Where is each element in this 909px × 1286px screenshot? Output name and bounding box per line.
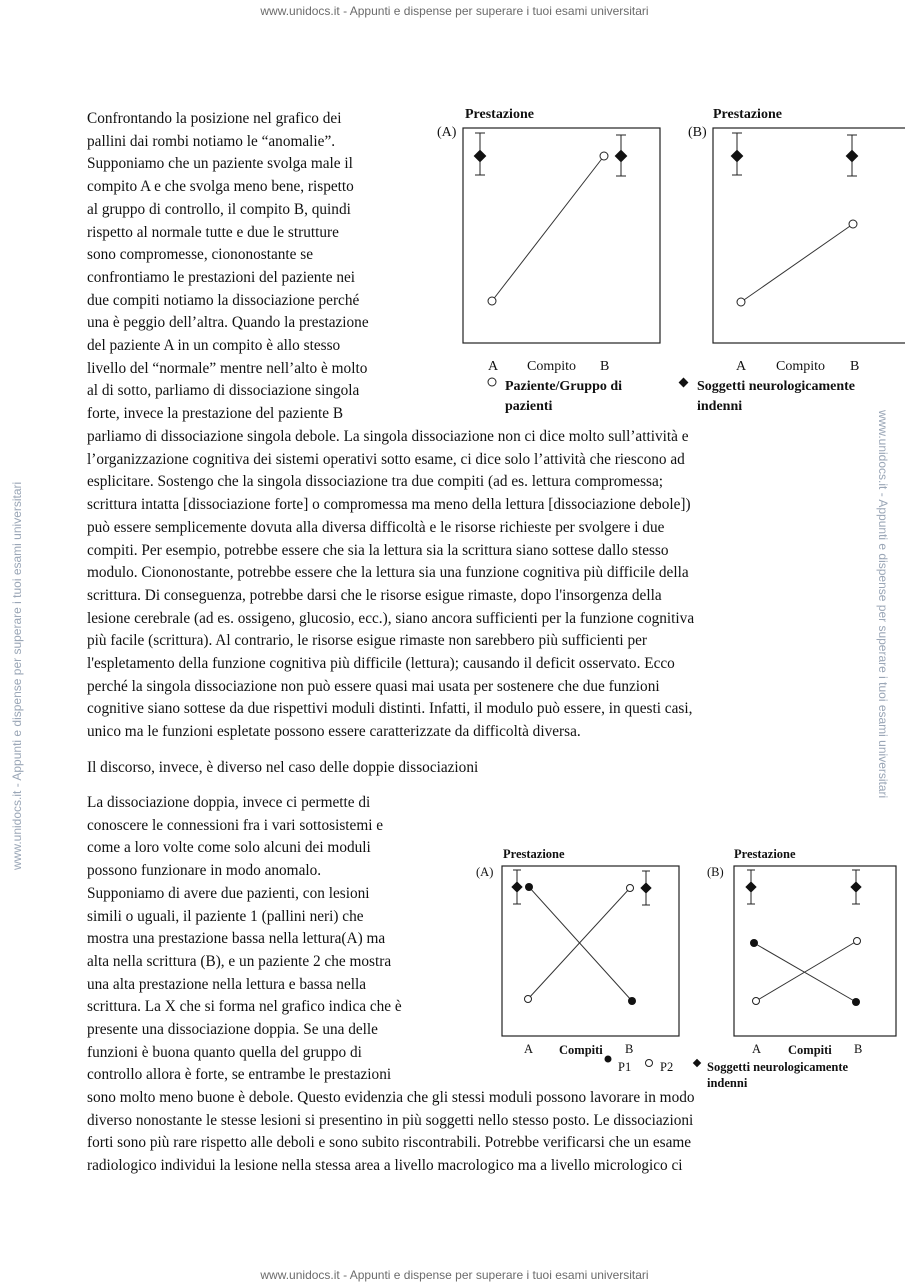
text-line: mostra una prestazione bassa nella lettura(A) ma — [87, 930, 386, 948]
panel-a-control-b — [640, 882, 651, 893]
legend-patient-line2: pazienti — [505, 399, 553, 414]
legend-control-line1: Soggetti neurologicamente — [697, 379, 855, 394]
panel-a-patient-b — [600, 152, 608, 160]
text-line: Supponiamo di avere due pazienti, con lesioni — [87, 884, 370, 902]
side-watermark-right: www.unidocs.it - Appunti e dispense per superare i tuoi esami universitari — [876, 410, 890, 799]
panel-a-xlabel: Compiti — [559, 1043, 603, 1057]
panel-a-label: (A) — [476, 865, 494, 879]
text-line: rispetto al normale tutte e due le strutture — [87, 223, 339, 241]
legend-control-line2: indenni — [697, 399, 743, 414]
text-line: come a loro volte come solo alcuni dei moduli — [87, 839, 371, 857]
paragraph-single-dissociation — [87, 108, 427, 426]
panel-a-control-a — [511, 881, 522, 892]
panel-b-p2-line — [756, 941, 857, 1001]
panel-a-control-a — [474, 150, 487, 163]
text-line: l’organizzazione cognitiva dei sistemi operativi sotto esame, ci dice solo l’attività che riescono ad — [87, 450, 685, 468]
text-line: confrontiamo le prestazioni del paziente nei — [87, 268, 356, 286]
text-line: al di sotto, parliamo di dissociazione singola — [87, 382, 360, 400]
text-line: pallini dai rombi notiamo le “anomalie”. — [87, 132, 336, 150]
figure-single-dissociation — [430, 100, 905, 420]
panel-b-tick-a: A — [752, 1042, 762, 1056]
text-line: controllo allora è forte, se entrambe le prestazioni — [87, 1066, 392, 1084]
panel-a-control-b — [615, 150, 628, 163]
paragraph-double-dissociation-cont — [87, 1087, 827, 1178]
legend-p2-label: P2 — [660, 1060, 674, 1074]
panel-b-label: (B) — [707, 865, 724, 879]
panel-b-label: (B) — [688, 125, 707, 140]
panel-b-p1-b — [852, 998, 860, 1006]
panel-b-xlabel: Compiti — [788, 1043, 832, 1057]
panel-a-p1-b — [628, 997, 636, 1005]
panel-a-frame — [463, 128, 660, 343]
text-line: presente una dissociazione doppia. Se una delle — [87, 1021, 378, 1039]
text-line: compito A e che svolga meno bene, rispetto — [87, 178, 354, 196]
panel-b-patient-line — [741, 224, 853, 302]
legend-p1-marker — [605, 1056, 612, 1063]
panel-b-tick-b: B — [854, 1042, 863, 1056]
text-line: due compiti notiamo la dissociazione perché — [87, 291, 360, 309]
panel-b-patient-b — [849, 220, 857, 228]
panel-a-frame — [502, 866, 679, 1036]
panel-a-tick-b: B — [600, 359, 610, 374]
panel-b-patient-a — [737, 298, 745, 306]
panel-b-frame — [734, 866, 896, 1036]
side-watermark-left: www.unidocs.it - Appunti e dispense per superare i tuoi esami universitari — [10, 481, 24, 870]
panel-a-tick-b: B — [625, 1042, 634, 1056]
legend-control-marker — [693, 1059, 701, 1067]
text-line: lesione cerebrale (ad es. ossigeno, glucosio, ecc.), siano ancora sufficienti per la funzione cognitiva — [87, 609, 695, 627]
text-line: scrittura. Di conseguenza, potrebbe darsi che le risorse esigue rimaste, dopo l'insorgenza della — [87, 586, 662, 604]
panel-b-frame — [713, 128, 905, 343]
legend-control-line1: Soggetti neurologicamente — [707, 1060, 849, 1074]
text-line: può essere semplicemente dovuta alla diversa difficoltà e le risorse richieste per svolgere i due — [87, 518, 665, 536]
text-line: modulo. Ciononostante, potrebbe essere che la lettura sia una funzione cognitiva più difficile della — [87, 564, 689, 582]
panel-b-control-a — [731, 150, 744, 163]
text-line: una è peggio dell’altra. Quando la prestazione — [87, 314, 369, 332]
text-line: scrittura intatta [dissociazione forte] o compromessa ma meno della lettura [dissociazione debole]) — [87, 496, 691, 514]
panel-a-xlabel: Compito — [527, 359, 577, 374]
panel-a-tick-a: A — [524, 1042, 534, 1056]
paragraph-double-dissociation-intro: Il discorso, invece, è diverso nel caso delle doppie dissociazioni — [87, 759, 479, 776]
text-line: l'espletamento della funzione cognitiva più difficile (lettura); causando il deficit osservato. Ecco — [87, 655, 675, 673]
panel-b-p2-a — [753, 998, 760, 1005]
panel-a-patient-a — [488, 297, 496, 305]
text-line: sono compromesse, ciononostante se — [87, 246, 314, 264]
site-banner-bottom: www.unidocs.it - Appunti e dispense per superare i tuoi esami universitari — [260, 1268, 649, 1282]
figure-double-dissociation — [470, 843, 900, 1093]
text-line: parliamo di dissociazione singola debole. La singola dissociazione non ci dice molto sull’attività e — [87, 428, 689, 445]
text-line: più facile (scrittura). Al contrario, le risorse esigue rimaste non sarebbero più sufficienti per — [87, 632, 647, 650]
text-line: diverso nonostante le stesse lesioni si presentino in più soggetti nello stesso posto. Le dissociazioni — [87, 1111, 694, 1129]
panel-a-p2-a — [525, 996, 532, 1003]
text-line: radiologico individui la lesione nella stessa area a livello macrologico ma a livello micrologico ci — [87, 1157, 683, 1175]
text-line: funzioni è buona quanto quella del gruppo di — [87, 1043, 362, 1061]
panel-b-p1-a — [750, 939, 758, 947]
text-line: scrittura. La X che si forma nel grafico indica che è — [87, 998, 402, 1016]
panel-b-tick-a: A — [736, 359, 747, 374]
site-banner-top: www.unidocs.it - Appunti e dispense per superare i tuoi esami universitari — [260, 4, 649, 18]
legend-control-marker — [679, 378, 689, 388]
text-line: simili o uguali, il paziente 1 (pallini neri) che — [87, 907, 364, 925]
panel-b-p2-b — [854, 938, 861, 945]
text-line: al gruppo di controllo, il compito B, quindi — [87, 200, 351, 218]
panel-b-ylabel: Prestazione — [734, 847, 796, 861]
legend-control-line2: indenni — [707, 1076, 748, 1090]
panel-b-control-b — [846, 150, 859, 163]
text-line: Confrontando la posizione nel grafico dei — [87, 110, 342, 127]
paragraph-single-dissociation-cont — [87, 426, 827, 744]
panel-b-xlabel: Compito — [776, 359, 826, 374]
text-line: La dissociazione doppia, invece ci permette di — [87, 794, 371, 811]
text-line: forti sono più rare rispetto alle deboli e sono subito riscontrabili. Potrebbe verificarsi che un esame — [87, 1134, 692, 1152]
panel-b-ylabel: Prestazione — [713, 107, 782, 122]
panel-b-control-a — [745, 881, 756, 892]
paragraph-double-dissociation — [87, 792, 467, 1087]
text-line: compiti. Per esempio, potrebbe essere che sia la lettura sia la scrittura siano sottese dallo stesso — [87, 541, 669, 559]
panel-a-p1-line — [529, 887, 632, 1001]
text-line: sono molto meno buone è debole. Questo evidenzia che gli stessi moduli possono lavorare in modo — [87, 1089, 695, 1106]
panel-a-ylabel: Prestazione — [503, 847, 565, 861]
text-line: forte, invece la prestazione del paziente B — [87, 405, 344, 423]
legend-p1-label: P1 — [618, 1060, 632, 1074]
text-line: conoscere le connessioni fra i vari sottosistemi e — [87, 816, 384, 834]
text-line: una alta prestazione nella lettura e bassa nella — [87, 975, 367, 993]
legend-patient-line1: Paziente/Gruppo di — [505, 379, 623, 394]
text-line: cognitive siano sottese da due rispettivi moduli distinti. Infatti, il modulo può essere, in questi casi, — [87, 700, 693, 718]
panel-a-label: (A) — [437, 125, 457, 140]
legend-p2-marker — [646, 1060, 653, 1067]
panel-a-p2-b — [627, 885, 634, 892]
panel-a-p1-a — [525, 883, 533, 891]
legend-patient-marker — [488, 378, 496, 386]
panel-a-tick-a: A — [488, 359, 499, 374]
panel-a-ylabel: Prestazione — [465, 107, 534, 122]
text-line: del paziente A in un compito è allo stesso — [87, 337, 341, 355]
text-line: Supponiamo che un paziente svolga male il — [87, 155, 353, 173]
panel-a-patient-line — [492, 156, 604, 301]
panel-b-control-b — [850, 881, 861, 892]
text-line: alta nella scrittura (B), e un paziente 2 che mostra — [87, 952, 392, 970]
text-line: livello del “normale” mentre nell’alto è molto — [87, 359, 368, 377]
text-line: perché la singola dissociazione non può essere quasi mai usata per sostenere che due funzioni — [87, 677, 660, 695]
text-line: esplicitare. Sostengo che la singola dissociazione tra due compiti (ad es. lettura compromessa; — [87, 473, 664, 491]
text-line: possono funzionare in modo anomalo. — [87, 862, 322, 880]
text-line: unico ma le funzioni espletate possono essere caratterizzate da difficoltà diversa. — [87, 723, 581, 741]
panel-b-tick-b: B — [850, 359, 860, 374]
